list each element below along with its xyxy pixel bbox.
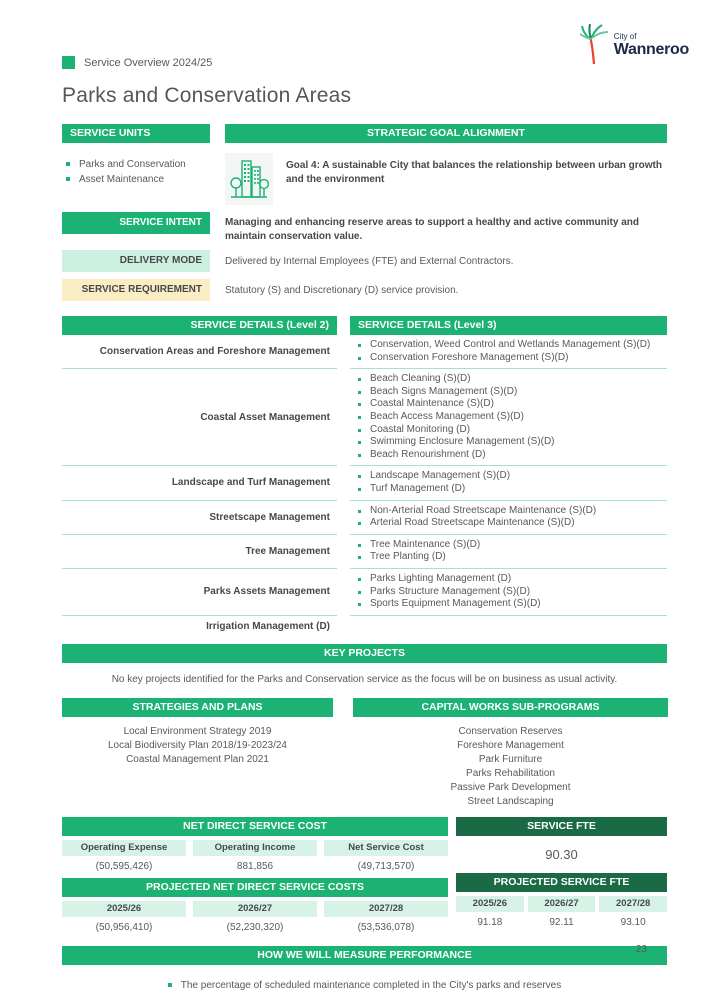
year-header: 2026/27 [193,901,317,917]
list-item [358,373,667,386]
list-item: Park Furniture [478,753,543,765]
fte-value: 91.18 [477,916,503,928]
list-item: Conservation Reserves [458,725,563,737]
list-item-label: Swimming Enclosure Management (S)(D) [370,436,555,448]
eyebrow-square-icon [62,56,75,69]
eyebrow [62,0,667,69]
square-bullet-icon [358,403,361,406]
eyebrow-text: Service Overview 2024/25 [84,56,213,69]
list-item: Foreshore Management [457,739,564,751]
list-item-label: Beach Cleaning (S)(D) [370,373,471,385]
service-fte-header: SERVICE FTE [456,817,667,836]
square-bullet-icon [358,522,361,525]
square-bullet-icon [358,556,361,559]
performance-measures-list [62,978,667,993]
service-intent-text: Managing and enhancing reserve areas to support a healthy and active community and maintain conservation value. [225,217,639,242]
list-item-label: Coastal Maintenance (S)(D) [370,398,494,410]
cost-value: (50,595,426) [95,860,153,872]
square-bullet-icon [358,591,361,594]
list-item [358,436,667,449]
square-bullet-icon [66,162,70,166]
list-item-label: Tree Planting (D) [370,551,446,563]
column-header: Net Service Cost [324,840,448,856]
square-bullet-icon [358,454,361,457]
list-item-label: Non-Arterial Road Streetscape Maintenance (S)(D) [370,504,597,516]
logo-cityof-text: City of [613,32,637,41]
strategies-list [62,725,333,767]
list-item [358,551,667,564]
level3-cell [350,616,667,638]
performance-header: HOW WE WILL MEASURE PERFORMANCE [62,946,667,965]
projected-costs-header: PROJECTED NET DIRECT SERVICE COSTS [62,878,448,897]
list-item [358,398,667,411]
square-bullet-icon [358,475,361,478]
service-fte-section [456,817,667,938]
square-bullet-icon [358,429,361,432]
list-item-label: Conservation, Weed Control and Wetlands Management (S)(D) [370,339,651,350]
level2-cell: Streetscape Management [62,501,337,535]
fte-value: 92.11 [549,916,574,928]
list-item [358,449,667,462]
net-direct-cost-header: NET DIRECT SERVICE COST [62,817,448,836]
list-item-label: The percentage of scheduled maintenance completed in the City's parks and reserves [180,979,562,991]
list-item [358,598,667,611]
list-item [66,157,210,172]
table-row [62,501,667,535]
year-header: 2027/28 [324,901,448,917]
strategies-and-plans-section [62,698,333,809]
list-item: Passive Park Development [450,781,571,793]
level2-cell: Coastal Asset Management [62,369,337,466]
year-header: 2027/28 [599,896,667,912]
square-bullet-icon [358,441,361,444]
year-header: 2025/26 [456,896,524,912]
list-item [358,424,667,437]
list-item: Local Environment Strategy 2019 [123,725,272,737]
square-bullet-icon [358,416,361,419]
list-item [168,978,561,993]
square-bullet-icon [358,391,361,394]
list-item-label: Parks and Conservation [79,159,186,170]
level3-cell [350,535,667,569]
square-bullet-icon [358,344,361,347]
table-row [62,466,667,500]
list-item [358,339,667,352]
square-bullet-icon [168,983,172,987]
square-bullet-icon [358,544,361,547]
page-number: 23 [635,944,647,955]
list-item-label: Arterial Road Streetscape Maintenance (S)(D) [370,517,575,529]
list-item: Street Landscaping [467,795,554,807]
cost-value: (49,713,570) [357,860,415,872]
list-item-label: Landscape Management (S)(D) [370,470,511,482]
strategic-goal-text: Goal 4: A sustainable City that balances the relationship between urban growth and the environment [286,160,662,185]
square-bullet-icon [358,488,361,491]
table-row [62,535,667,569]
list-item [358,483,667,496]
service-fte-value: 90.30 [545,846,578,862]
cost-value: 881,856 [236,860,274,872]
list-item [358,505,667,518]
logo-name-text: Wanneroo [613,41,689,58]
level2-cell: Tree Management [62,535,337,569]
square-bullet-icon [66,177,70,181]
service-details-table [62,316,667,638]
page-title: Parks and Conservation Areas [62,84,352,107]
list-item [358,411,667,424]
list-item-label: Conservation Foreshore Management (S)(D) [370,351,569,363]
table-row [62,335,667,369]
service-requirement-label: SERVICE REQUIREMENT [62,279,210,301]
list-item-label: Turf Management (D) [370,482,466,494]
list-item-label: Beach Renourishment (D) [370,448,486,460]
level2-cell: Irrigation Management (D) [206,621,330,633]
cost-value: (53,536,078) [357,921,415,933]
key-projects-text: No key projects identified for the Parks and Conservation service as the focus will be on business as usual activity. [111,673,618,685]
list-item-label: Beach Access Management (S)(D) [370,410,524,422]
service-details-level2-header: SERVICE DETAILS (Level 2) [62,316,337,335]
key-projects-header: KEY PROJECTS [62,644,667,663]
capital-works-section [353,698,668,809]
year-header: 2026/27 [528,896,596,912]
level2-cell: Parks Assets Management [62,569,337,616]
level3-cell [350,501,667,535]
list-item: Parks Rehabilitation [466,767,555,779]
projected-fte-header: PROJECTED SERVICE FTE [456,873,667,892]
service-requirement-text: Statutory (S) and Discretionary (D) service provision. [225,285,459,296]
level3-cell [350,466,667,500]
strategic-goal-block [225,143,667,205]
service-details-level3-header: SERVICE DETAILS (Level 3) [350,316,667,335]
list-item [358,386,667,399]
level3-cell [350,335,667,369]
fte-value: 93.10 [620,916,646,928]
delivery-mode-text: Delivered by Internal Employees (FTE) and External Contractors. [225,256,514,267]
list-item-label: Tree Maintenance (S)(D) [370,538,481,550]
list-item-label: Parks Structure Management (S)(D) [370,585,531,597]
list-item [358,586,667,599]
square-bullet-icon [358,357,361,360]
service-units-list [62,143,210,205]
column-header: Operating Expense [62,840,186,856]
cost-value: (52,230,320) [226,921,284,933]
strategies-header: STRATEGIES AND PLANS [62,698,333,717]
square-bullet-icon [358,578,361,581]
list-item-label: Parks Lighting Management (D) [370,572,512,584]
city-buildings-icon [225,153,273,205]
capital-works-header: CAPITAL WORKS SUB-PROGRAMS [353,698,668,717]
cost-value: (50,956,410) [95,921,153,933]
level3-cell [350,369,667,466]
service-units-header: SERVICE UNITS [62,124,210,143]
list-item-label: Beach Signs Management (S)(D) [370,385,518,397]
square-bullet-icon [358,603,361,606]
list-item [358,539,667,552]
list-item [358,517,667,530]
level2-cell: Landscape and Turf Management [62,466,337,500]
delivery-mode-label: DELIVERY MODE [62,250,210,272]
list-item [358,573,667,586]
service-intent-label: SERVICE INTENT [62,212,210,234]
list-item: Local Biodiversity Plan 2018/19-2023/24 [107,739,287,751]
column-header: Operating Income [193,840,317,856]
list-item [358,352,667,365]
level2-cell: Conservation Areas and Foreshore Management [62,335,337,369]
square-bullet-icon [358,378,361,381]
strategic-goal-header: STRATEGIC GOAL ALIGNMENT [225,124,667,143]
level3-cell [350,569,667,616]
list-item-label: Asset Maintenance [79,174,165,185]
table-row [62,616,667,638]
table-row [62,569,667,616]
list-item-label: Sports Equipment Management (S)(D) [370,598,541,610]
list-item [66,172,210,187]
square-bullet-icon [358,510,361,513]
net-direct-service-cost-section [62,817,448,938]
list-item-label: Coastal Monitoring (D) [370,423,471,435]
capital-works-list [353,725,668,809]
table-row [62,369,667,466]
list-item [358,470,667,483]
year-header: 2025/26 [62,901,186,917]
list-item: Coastal Management Plan 2021 [126,753,269,765]
